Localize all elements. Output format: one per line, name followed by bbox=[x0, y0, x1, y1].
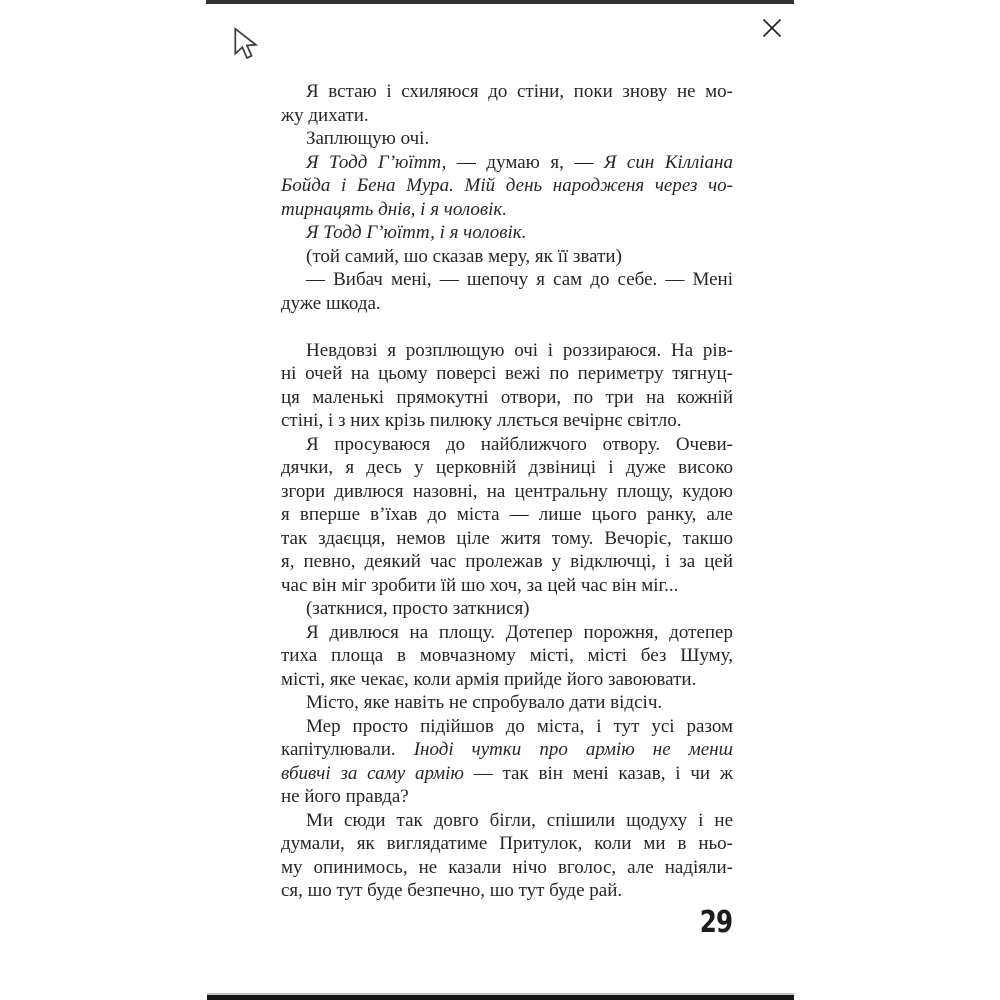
text-line bbox=[281, 668, 733, 692]
text-line bbox=[281, 550, 733, 574]
italic-text-segment: тирнацять днів, і я чоловік. bbox=[281, 198, 508, 220]
text-line bbox=[281, 174, 733, 198]
text-segment: Ми сюди так довго бігли, спішили щодуху і не bbox=[306, 809, 733, 831]
text-line bbox=[281, 127, 733, 151]
text-segment: ні очей на цьому поверсі вежі по периметру тягнуц- bbox=[281, 363, 733, 384]
text-line bbox=[281, 785, 733, 809]
text-segment: дячки, я десь у церковній дзвіниці і дуже високо bbox=[281, 457, 733, 478]
close-icon bbox=[757, 13, 787, 43]
text-segment: му опинимось, не казали нічо вголос, але надіяли- bbox=[281, 856, 733, 878]
text-segment: ця маленькі прямокутні отвори, по три на кожній bbox=[281, 386, 733, 408]
text-line bbox=[281, 621, 733, 645]
text-line bbox=[281, 456, 733, 480]
text-segment: згори дивлюся назовні, на центральну площу, кудою bbox=[281, 480, 733, 502]
text-line bbox=[281, 527, 733, 551]
text-segment: Заплющую очі. bbox=[306, 128, 430, 149]
text-segment: я вперше в’їхав до міста — лише цього ранку, але bbox=[281, 504, 733, 525]
text-line bbox=[281, 691, 733, 715]
text-segment: не його правда? bbox=[281, 786, 409, 807]
text-segment: ся, шо тут буде безпечно, шо тут буде рай. bbox=[281, 880, 623, 901]
text-segment: дуже шкода. bbox=[281, 292, 381, 314]
cursor-arrow-icon bbox=[233, 26, 263, 64]
text-line bbox=[281, 433, 733, 457]
italic-text-segment: Я Тодд Г’юїтт, і я чоловік. bbox=[306, 222, 527, 243]
page-number: 29 bbox=[699, 905, 733, 940]
text-line bbox=[281, 809, 733, 833]
text-line bbox=[281, 715, 733, 739]
italic-text-segment: вбивчі за саму армію bbox=[281, 762, 464, 784]
text-line bbox=[281, 738, 733, 762]
text-line bbox=[281, 221, 733, 245]
text-segment: тиха площа в мовчазному місті, місті без Шуму, bbox=[281, 645, 733, 666]
top-edge-bar bbox=[206, 0, 794, 4]
paragraph-gap bbox=[281, 315, 733, 339]
text-segment: місті, яке чекає, коли армія прийде його завоювати. bbox=[281, 668, 697, 690]
text-line bbox=[281, 879, 733, 903]
text-line bbox=[281, 597, 733, 621]
text-segment: Я просуваюся до найближчого отвору. Очеви- bbox=[306, 433, 733, 455]
text-segment: час він міг зробити їй шо хоч, за цей час він міг... bbox=[281, 574, 679, 596]
italic-text-segment: Бойда і Бена Мура. Мій день народженя через чо- bbox=[281, 175, 733, 196]
text-line bbox=[281, 644, 733, 668]
close-button[interactable] bbox=[755, 11, 789, 45]
bottom-edge-bar bbox=[207, 993, 794, 1000]
italic-text-segment: Я син Кілліана bbox=[603, 151, 733, 173]
page-text bbox=[281, 80, 733, 903]
text-segment: Я встаю і схиляюся до стіни, поки знову не мо- bbox=[306, 81, 733, 102]
text-line bbox=[281, 574, 733, 598]
text-segment: капітулювали. bbox=[281, 739, 414, 760]
book-page[interactable] bbox=[281, 80, 733, 903]
text-line bbox=[281, 292, 733, 316]
text-segment: Місто, яке навіть не спробувало дати відсіч. bbox=[306, 692, 663, 713]
text-segment: стіні, і з них крізь пилюку ллється вечірнє світло. bbox=[281, 410, 682, 431]
text-segment: — Вибач мені, — шепочу я сам до себе. — Мені bbox=[306, 269, 733, 290]
text-segment: так здаєцця, немов ціле житя тому. Вечоріє, такшо bbox=[281, 527, 733, 549]
text-segment: — думаю я, — bbox=[446, 151, 604, 173]
text-line bbox=[281, 480, 733, 504]
text-segment: я, певно, деякий час пролежав у відключці, і за цей bbox=[281, 551, 733, 572]
text-segment: (заткнися, просто заткнися) bbox=[306, 598, 530, 619]
text-segment: думали, як виглядатиме Притулок, коли ми в ньо- bbox=[281, 833, 733, 854]
text-line bbox=[281, 503, 733, 527]
text-line bbox=[281, 151, 733, 175]
text-line bbox=[281, 832, 733, 856]
italic-text-segment: Іноді чутки про армію не менш bbox=[413, 739, 733, 760]
text-segment: — так він мені казав, і чи ж bbox=[463, 762, 733, 784]
text-segment: жу дихати. bbox=[281, 104, 369, 126]
text-line bbox=[281, 409, 733, 433]
text-segment: Я дивлюся на площу. Дотепер порожня, дотепер bbox=[306, 621, 733, 643]
text-line bbox=[281, 386, 733, 410]
text-segment: Невдовзі я розплющую очі і роззираюся. На рів- bbox=[306, 339, 733, 361]
text-line bbox=[281, 856, 733, 880]
text-line bbox=[281, 198, 733, 222]
text-line bbox=[281, 80, 733, 104]
text-segment: Мер просто підійшов до міста, і тут усі разом bbox=[306, 715, 733, 737]
text-line bbox=[281, 268, 733, 292]
text-segment: (той самий, шо сказав меру, як її звати) bbox=[306, 245, 622, 267]
text-line bbox=[281, 104, 733, 128]
italic-text-segment: Я Тодд Г’юїтт, bbox=[306, 151, 447, 173]
text-line bbox=[281, 362, 733, 386]
text-line bbox=[281, 339, 733, 363]
text-line bbox=[281, 762, 733, 786]
text-line bbox=[281, 245, 733, 269]
